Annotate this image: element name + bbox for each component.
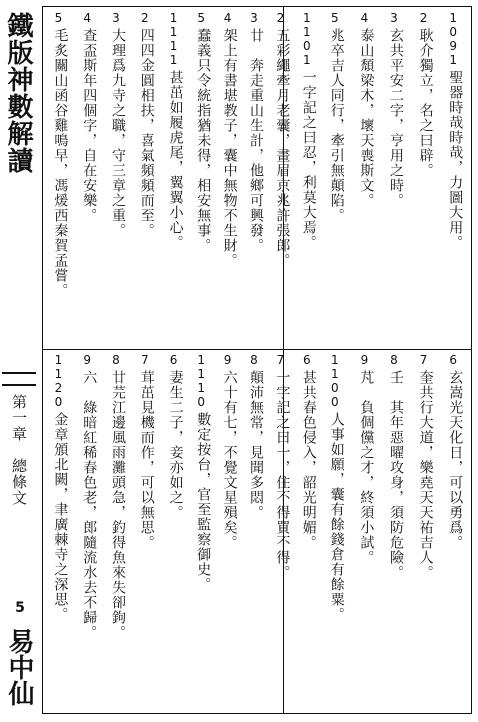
verse-entry [273,353,297,580]
verse-number: 1110 [194,353,209,409]
verse-number: 7 [137,353,152,367]
verse-entry [273,11,297,268]
verse-number: 8 [247,353,261,367]
verse-number: 6 [299,353,314,367]
verse-number: 4 [80,11,95,25]
verse-text: 顛沛無常，見聞多悶。 [248,370,264,520]
verse-number: 7 [416,353,431,367]
author-name: 易中仙 [4,628,34,706]
verse-text: 金章頒北闕，聿廣棘寺之深思。 [52,412,69,622]
verse-text: 壬 其年惡曜攻身，須防危險。 [388,370,404,580]
verse-entry [446,353,470,550]
verse-number: 3 [247,11,261,25]
verse-entry [417,353,441,580]
verse-entry [387,11,411,208]
verse-block-bottom-right [325,349,473,715]
verse-text: 五彩繩牽月老囊，畫眉京兆許張郎。 [274,28,291,268]
verse-text: 一字記之曰忍，利莫大焉。 [300,70,317,250]
verse-block-top-right [325,7,473,349]
verse-entry [357,353,381,565]
verse-entry [80,11,104,223]
verse-text: 蠢義只令統指猶未得，相安無事。 [195,28,212,253]
verse-text: 六 綠暗紅稀春色老，郎隨流水去不歸。 [81,370,98,640]
verse-text: 耿介獨立，名之曰辟。 [417,28,434,178]
verse-block-bottom-left [49,349,193,715]
verse-entry [51,11,75,298]
verse-entry [194,11,218,253]
verse-entry [167,353,191,520]
verse-text: 甚共春色侵入，韶光明媚。 [300,370,317,550]
verse-entry [357,11,381,208]
verse-number: 1101 [299,11,314,67]
verse-number: 5 [327,11,342,25]
verse-text: 聖器時哉時哉，力圖大用。 [447,70,464,250]
verse-entry [194,353,218,592]
verse-number: 6 [446,353,461,367]
verse-number: 4 [220,11,235,25]
verse-block-top-middle [193,7,325,349]
verse-text: 玄嵩光天化日，可以勇爲。 [447,370,464,550]
verse-number: 2 [137,11,152,25]
verse-entry [221,11,245,268]
book-title: 鐵版神數解讀 [3,12,33,174]
title-divider [2,372,36,386]
verse-number: 6 [166,353,181,367]
verse-entry [138,353,162,550]
verse-text: 人事如願，囊有餘錢倉有餘粟。 [328,412,345,622]
verse-text: 毛炙關山函谷雞鳴早，馮煖西秦賀孟嘗。 [52,28,69,298]
verse-entry [247,353,271,520]
verse-text: 架上有書堪教子，囊中無物不生財。 [221,28,238,268]
verse-text: 六十有七，不覺文星殞矣。 [221,370,238,550]
verse-number: 7 [273,353,288,367]
verse-number: 9 [220,353,235,367]
verse-number: 1120 [51,353,66,409]
verse-entry [138,11,162,238]
verse-table [42,6,472,714]
verse-number: 1091 [446,11,461,67]
verse-number: 3 [109,11,123,25]
verse-entry [109,353,133,640]
verse-number: 5 [51,11,66,25]
verse-block-top-left [49,7,193,349]
verse-text: 四四金圓相扶，喜氣頻頻而至。 [138,28,155,238]
verse-number: 2 [273,11,288,25]
verse-entry [328,353,352,622]
verse-entry [300,353,324,550]
verse-text: 大理爲九寺之職，守三章之重。 [110,28,126,238]
verse-entry [167,11,191,250]
verse-entry [328,11,352,223]
verse-text: 芃 負倜儻之才，終須小試。 [358,370,375,565]
verse-number: 3 [387,11,401,25]
page-number: 5 [15,600,25,616]
verse-text: 妻生二子，妾亦如之。 [167,370,184,520]
verse-text: 茸茁見機而作，可以無思。 [138,370,155,550]
verse-entry [387,353,411,580]
verse-entry [247,11,271,253]
verse-text: 兆卒吉人同行，牽引無顛陷。 [328,28,345,223]
verse-number: 2 [416,11,431,25]
verse-block-bottom-middle [193,349,325,715]
verse-text: 玄共平安二字，亨用之時。 [388,28,404,208]
verse-text: 查盃斯年四個字，自在安樂。 [81,28,98,223]
verse-text: 奎共行大道，樂堯天天祐吉人。 [417,370,434,580]
verse-entry [80,353,104,640]
verse-entry [109,11,133,238]
verse-entry [300,11,324,250]
chapter-heading: 第一章 總條文 [10,394,28,506]
verse-number: 8 [387,353,401,367]
verse-entry [417,11,441,178]
verse-text: 數定按台，官至監察御史。 [195,412,212,592]
verse-text: 泰山頹梁木，壞天喪斯文。 [358,28,375,208]
verse-number: 5 [194,11,209,25]
verse-text: 廿 奔走重山生計，他鄉可興發。 [248,28,264,253]
verse-number: 1111 [166,11,181,67]
verse-entry [446,11,470,250]
verse-number: 8 [109,353,123,367]
verse-entry [51,353,75,622]
verse-number: 4 [357,11,372,25]
verse-entry [221,353,245,550]
verse-text: 一字記之曰一，住不得買不得。 [274,370,291,580]
verse-text: 甚茁如履虎尾，翼翼小心。 [167,70,184,250]
verse-number: 1100 [327,353,342,409]
verse-number: 9 [80,353,95,367]
verse-number: 9 [357,353,372,367]
verse-text: 廿芫江邊風雨灘頭急，釣得魚來失卻鉤。 [110,370,126,640]
